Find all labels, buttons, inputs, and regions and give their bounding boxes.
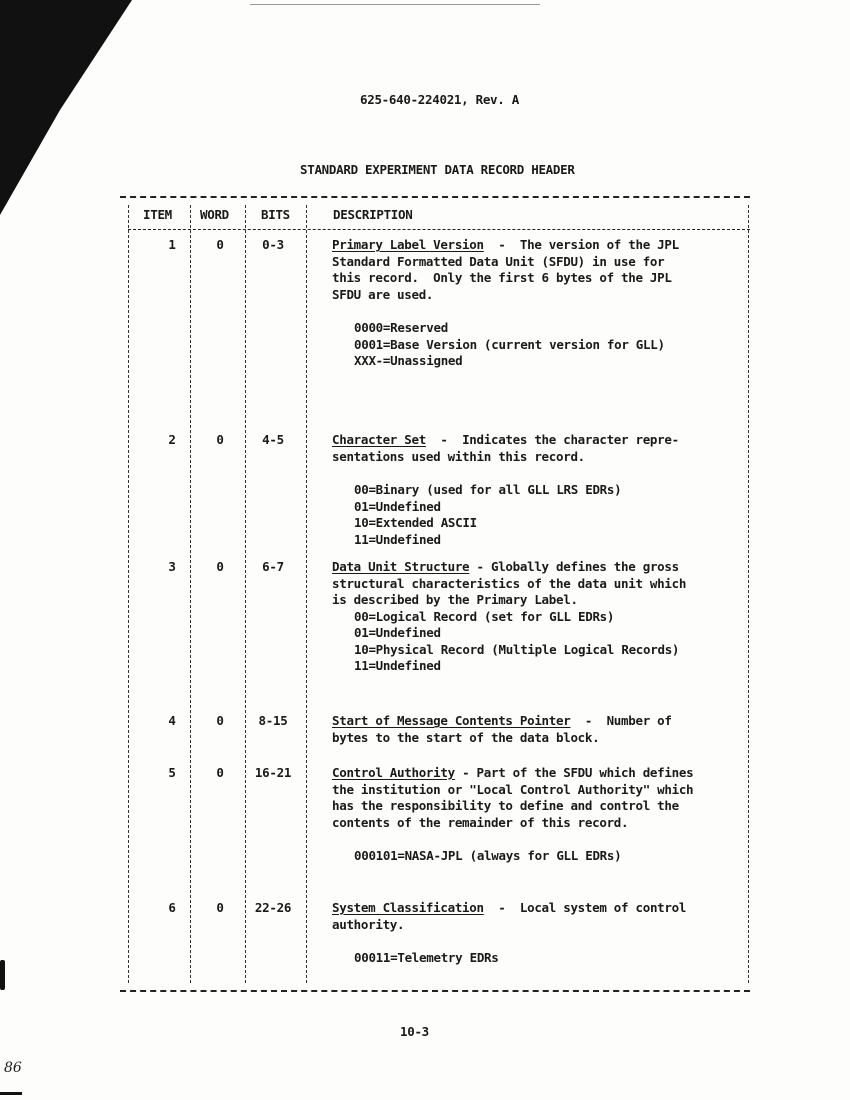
description-text: contents of the remainder of this record. bbox=[332, 814, 629, 830]
word-number: 0 bbox=[216, 713, 224, 728]
code-list bbox=[332, 848, 693, 865]
description-text: - Local system of control bbox=[483, 900, 687, 915]
bit-range: 0-3 bbox=[262, 237, 284, 252]
description bbox=[332, 237, 679, 370]
description-text: sentations used within this record. bbox=[332, 448, 585, 464]
scan-mark bbox=[0, 1092, 22, 1095]
description-text: is described by the Primary Label. bbox=[332, 592, 578, 607]
description bbox=[332, 900, 686, 967]
code-value: 00=Binary (used for all GLL LRS EDRs) bbox=[354, 482, 622, 497]
page-title: STANDARD EXPERIMENT DATA RECORD HEADER bbox=[300, 162, 575, 177]
word-number: 0 bbox=[216, 765, 224, 780]
table-bottom-border bbox=[120, 990, 750, 992]
code-list bbox=[332, 609, 686, 675]
field-name: Primary Label Version bbox=[332, 237, 484, 252]
bit-range: 16-21 bbox=[254, 765, 292, 780]
scan-shadow bbox=[0, 0, 140, 220]
table-top-border bbox=[120, 196, 750, 198]
code-value: 10=Extended ASCII bbox=[354, 515, 477, 530]
description-text: - Globally defines the gross bbox=[469, 559, 679, 574]
description bbox=[332, 559, 686, 675]
description-text: - Number of bbox=[570, 713, 672, 728]
description bbox=[332, 765, 693, 865]
code-value: 11=Undefined bbox=[354, 658, 441, 673]
code-list bbox=[332, 950, 686, 967]
field-name: Data Unit Structure bbox=[332, 559, 470, 574]
word-number: 0 bbox=[216, 900, 224, 915]
item-number: 3 bbox=[168, 559, 176, 574]
description-text: - Part of the SFDU which defines bbox=[454, 765, 694, 780]
code-value: 11=Undefined bbox=[354, 531, 441, 547]
field-name: Character Set bbox=[332, 432, 426, 447]
column-divider bbox=[748, 205, 749, 983]
description-text: authority. bbox=[332, 916, 405, 932]
page-number: 10-3 bbox=[400, 1024, 429, 1039]
column-header-word: WORD bbox=[200, 207, 229, 222]
field-name: Start of Message Contents Pointer bbox=[332, 713, 571, 728]
code-value: 0000=Reserved bbox=[354, 320, 448, 335]
scan-mark bbox=[0, 960, 5, 990]
description-text: bytes to the start of the data block. bbox=[332, 729, 600, 745]
code-list bbox=[332, 482, 679, 548]
code-value: XXX-=Unassigned bbox=[354, 353, 463, 368]
word-number: 0 bbox=[216, 237, 224, 252]
word-number: 0 bbox=[216, 432, 224, 447]
handwritten-mark: 86 bbox=[4, 1060, 22, 1076]
scan-edge bbox=[250, 4, 540, 5]
header-divider bbox=[128, 229, 750, 230]
description-text: structural characteristics of the data unit which bbox=[332, 575, 687, 591]
description-text: the institution or "Local Control Authority" which bbox=[332, 781, 694, 797]
description-text: - The version of the JPL bbox=[483, 237, 679, 252]
column-divider bbox=[190, 205, 191, 983]
description bbox=[332, 713, 672, 746]
field-name: System Classification bbox=[332, 900, 484, 915]
column-divider bbox=[128, 205, 129, 983]
code-list bbox=[332, 320, 679, 370]
description bbox=[332, 432, 679, 548]
code-value: 00011=Telemetry EDRs bbox=[354, 950, 499, 965]
description-text: has the responsibility to define and control the bbox=[332, 798, 679, 813]
code-value: 10=Physical Record (Multiple Logical Records) bbox=[354, 641, 680, 657]
bit-range: 6-7 bbox=[262, 559, 284, 574]
item-number: 5 bbox=[168, 765, 176, 780]
bit-range: 22-26 bbox=[254, 900, 292, 915]
item-number: 6 bbox=[168, 900, 176, 915]
code-value: 01=Undefined bbox=[354, 498, 441, 514]
document-number: 625-640-224021, Rev. A bbox=[360, 92, 519, 107]
code-value: 00=Logical Record (set for GLL EDRs) bbox=[354, 608, 615, 624]
item-number: 4 bbox=[168, 713, 176, 728]
description-text: - Indicates the character repre- bbox=[425, 432, 679, 447]
code-value: 01=Undefined bbox=[354, 625, 441, 640]
code-value: 0001=Base Version (current version for GLL) bbox=[354, 336, 665, 352]
column-header-bits: BITS bbox=[261, 207, 290, 222]
description-text: SFDU are used. bbox=[332, 286, 434, 302]
column-header-item: ITEM bbox=[143, 207, 172, 222]
description-text: this record. Only the first 6 bytes of the JPL bbox=[332, 270, 672, 285]
column-divider bbox=[306, 205, 307, 983]
code-value: 000101=NASA-JPL (always for GLL EDRs) bbox=[354, 848, 622, 863]
column-divider bbox=[245, 205, 246, 983]
field-name: Control Authority bbox=[332, 765, 455, 780]
bit-range: 4-5 bbox=[262, 432, 284, 447]
word-number: 0 bbox=[216, 559, 224, 574]
item-number: 2 bbox=[168, 432, 176, 447]
bit-range: 8-15 bbox=[258, 713, 288, 728]
item-number: 1 bbox=[168, 237, 176, 252]
column-header-description: DESCRIPTION bbox=[333, 207, 413, 222]
description-text: Standard Formatted Data Unit (SFDU) in use for bbox=[332, 253, 665, 269]
